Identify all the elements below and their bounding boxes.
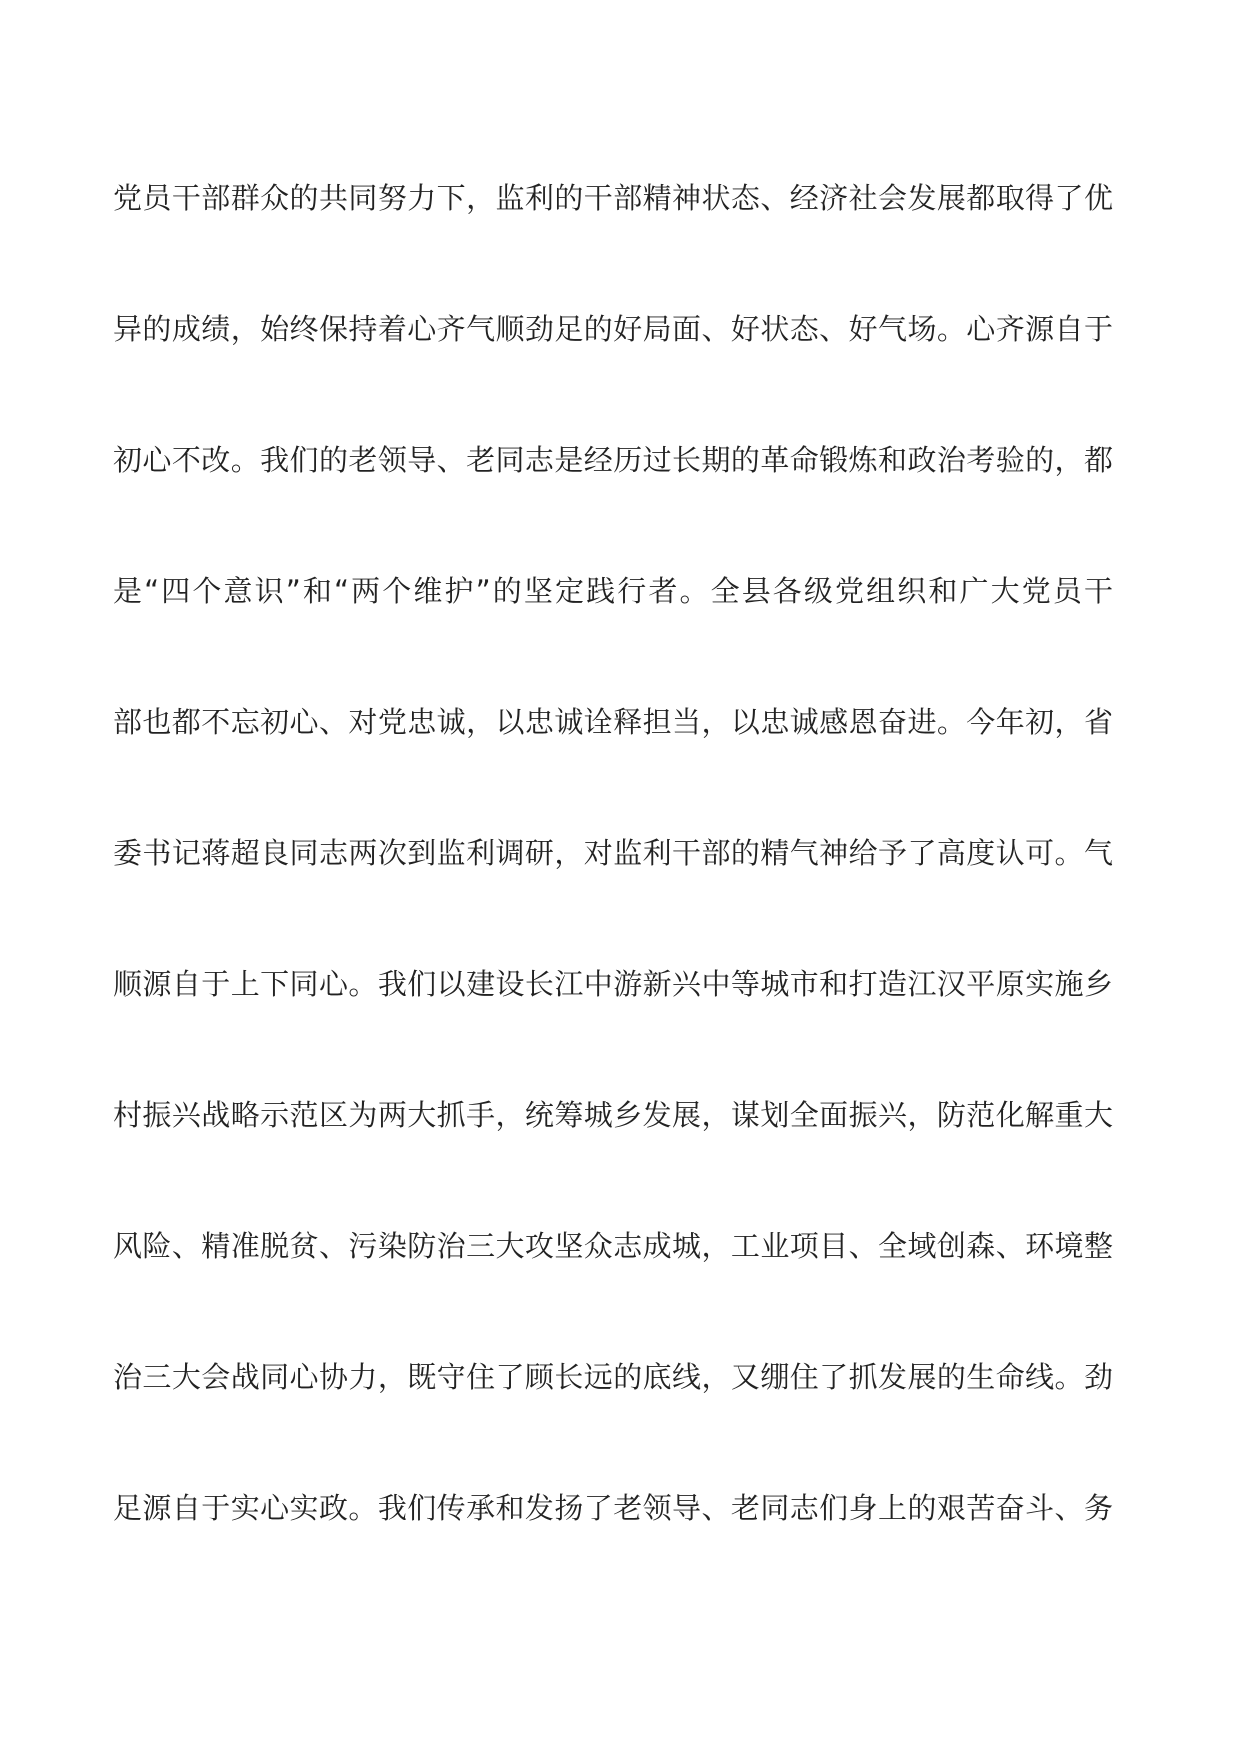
text-line: 委书记蒋超良同志两次到监利调研，对监利干部的精气神给予了高度认可。气 (113, 836, 1113, 870)
text-line: 党员干部群众的共同努力下，监利的干部精神状态、经济社会发展都取得了优 (113, 181, 1113, 215)
text-line: 异的成绩，始终保持着心齐气顺劲足的好局面、好状态、好气场。心齐源自于 (113, 312, 1113, 346)
text-line: 风险、精准脱贫、污染防治三大攻坚众志成城，工业项目、全域创森、环境整 (113, 1229, 1113, 1263)
text-line: 初心不改。我们的老领导、老同志是经历过长期的革命锻炼和政治考验的，都 (113, 443, 1113, 477)
text-line: 部也都不忘初心、对党忠诚，以忠诚诠释担当，以忠诚感恩奋进。今年初，省 (113, 705, 1113, 739)
text-line: 治三大会战同心协力，既守住了顾长远的底线，又绷住了抓发展的生命线。劲 (113, 1360, 1113, 1394)
text-line: 顺源自于上下同心。我们以建设长江中游新兴中等城市和打造江汉平原实施乡 (113, 967, 1113, 1001)
text-line: 是“四个意识”和“两个维护”的坚定践行者。全县各级党组织和广大党员干 (113, 574, 1113, 608)
body-text (113, 160, 1113, 1601)
text-line: 村振兴战略示范区为两大抓手，统筹城乡发展，谋划全面振兴，防范化解重大 (113, 1098, 1113, 1132)
text-line: 足源自于实心实政。我们传承和发扬了老领导、老同志们身上的艰苦奋斗、务 (113, 1491, 1113, 1525)
